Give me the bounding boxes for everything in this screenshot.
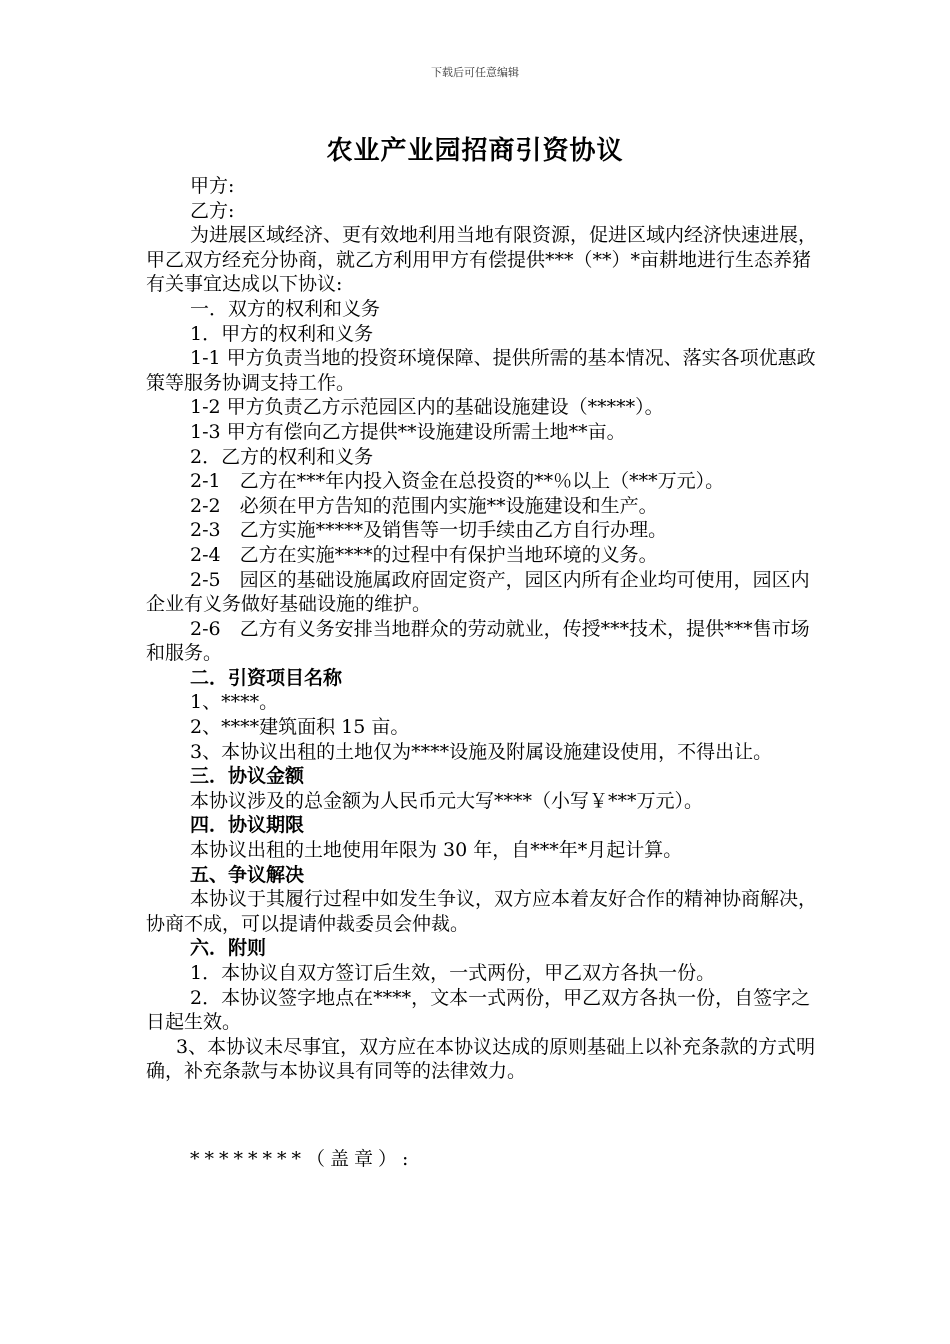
paragraph: 1．甲方的权利和义务 [190, 322, 374, 345]
section-heading: 二．引资项目名称 [190, 666, 343, 689]
header-note: 下载后可任意编辑 [431, 66, 519, 79]
paragraph: 本协议出租的土地使用年限为 30 年，自***年*月起计算。 [190, 839, 683, 862]
paragraph: 2-2 必须在甲方告知的范围内实施**设施建设和生产。 [190, 494, 658, 517]
paragraph: 1-2 甲方负责乙方示范园区内的基础设施建设（*****）。 [190, 396, 664, 419]
paragraph: 1．本协议自双方签订后生效，一式两份，甲乙双方各执一份。 [190, 962, 716, 984]
paragraph: 2．本协议签字地点在****，文本一式两份，甲乙双方各执一份，自签字之日起生效。 [146, 986, 811, 1034]
paragraph: 3、本协议出租的土地仅为****设施及附属设施建设使用，不得出让。 [190, 740, 773, 763]
section-heading: 六．附则 [190, 937, 267, 960]
paragraph: 2-6 乙方有义务安排当地群众的劳动就业，传授***技术，提供***售市场和服务。 [146, 617, 810, 665]
paragraph: 1-1 甲方负责当地的投资环境保障、提供所需的基本情况、落实各项优惠政策等服务协调支持工作。 [146, 347, 816, 394]
paragraph: 2、****建筑面积 15 亩。 [190, 716, 410, 739]
paragraph: 1、****。 [190, 691, 279, 714]
paragraph: 为进展区域经济、更有效地利用当地有限资源，促进区域内经济快速进展，甲乙双方经充分协商，就乙方利用甲方有偿提供***（**）*亩耕地进行生态养猪有关事宜达成以下协议: [146, 224, 818, 296]
document-title: 农业产业园招商引资协议 [326, 136, 624, 166]
paragraph: 2-1 乙方在***年内投入资金在总投资的**％以上（***万元）。 [190, 470, 725, 493]
document-body [146, 174, 818, 1084]
paragraph: 乙方: [190, 199, 235, 222]
section-heading: 三．协议金额 [190, 765, 305, 788]
paragraph: 2-4 乙方在实施****的过程中有保护当地环境的义务。 [190, 543, 658, 566]
paragraph: 2-5 园区的基础设施属政府固定资产，园区内所有企业均可使用，园区内企业有义务做好基础设施的维护。 [146, 568, 810, 616]
paragraph: 1-3 甲方有偿向乙方提供**设施建设所需土地**亩。 [190, 420, 626, 443]
paragraph: 本协议涉及的总金额为人民币元大写****（小写￥***万元）。 [190, 789, 704, 812]
paragraph: 一．双方的权利和义务 [190, 297, 381, 320]
paragraph: 3、本协议未尽事宜，双方应在本协议达成的原则基础上以补充条款的方式明确，补充条款与本协议具有同等的法律效力。 [146, 1035, 816, 1083]
paragraph: 本协议于其履行过程中如发生争议，双方应本着友好合作的精神协商解决，协商不成，可以提请仲裁委员会仲裁。 [146, 888, 818, 935]
section-heading: 四．协议期限 [190, 814, 305, 837]
paragraph: 2-3 乙方实施*****及销售等一切手续由乙方自行办理。 [190, 519, 668, 542]
signature-line: ********（盖章）: [190, 1148, 414, 1170]
paragraph: 2．乙方的权利和义务 [190, 445, 374, 468]
section-heading: 五、争议解决 [190, 863, 305, 886]
paragraph: 甲方: [190, 175, 235, 197]
